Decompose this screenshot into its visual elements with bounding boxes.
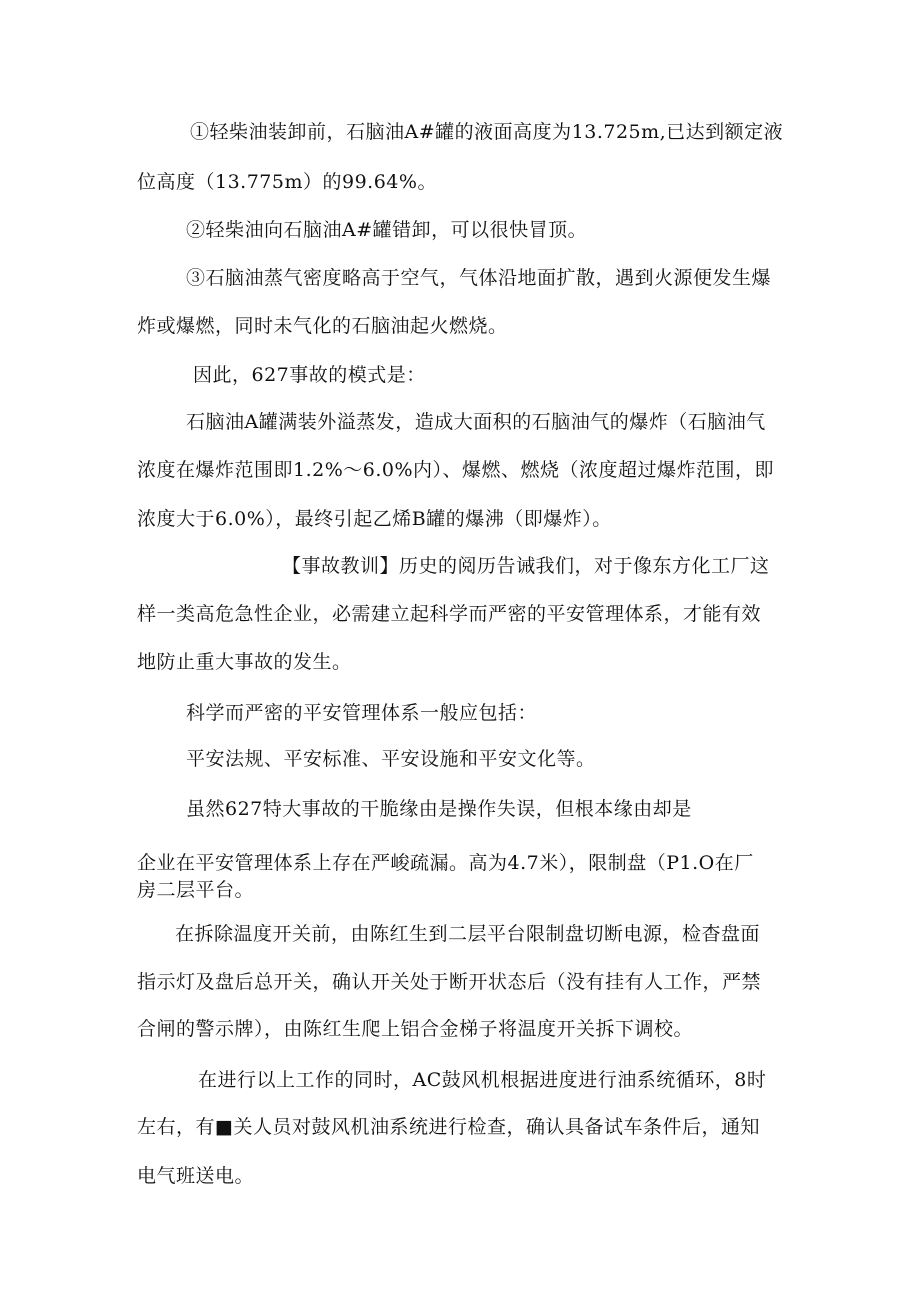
paragraph-line: 电气班送电。 [137,1165,255,1187]
paragraph-line: ①轻柴油装卸前，石脑油A#罐的液面高度为13.725m,已达到额定液 [190,121,784,143]
paragraph-line: 浓度大于6.0%），最终引起乙烯B罐的爆沸（即爆炸）。 [137,508,612,530]
paragraph-line: 在拆除温度开关前，由陈红生到二层平台限制盘切断电源，检杳盘面 [175,923,761,945]
paragraph-line: ②轻柴油向石脑油A#罐错卸，可以很快冒顶。 [186,219,588,241]
paragraph-line: 虽然627特大事故的干脆缘由是操作失误，但根本缘由却是 [186,798,692,820]
paragraph-line: 位高度（13.775m）的99.64%。 [137,171,437,193]
paragraph-line: 左右，有■关人员对鼓风机油系统进行检查，确认具备试车条件后，通知 [137,1116,760,1138]
paragraph-line: 石脑油A罐满装外溢蒸发，造成大面积的石脑油气的爆炸（石脑油气 [186,411,766,433]
paragraph-line: 样一类高危急性企业，必需建立起科学而严密的平安管理体系，才能有效 [137,603,762,625]
paragraph-line: 房二层平台。 [137,879,255,901]
paragraph-line: 因此，627事故的模式是： [193,364,426,386]
paragraph-line: 合闸的警示牌），由陈红生爬上铝合金梯子将温度开关拆下调校。 [137,1018,694,1040]
paragraph-line: ③石脑油蒸气密度略高于空气，气体沿地面扩散，遇到火源便发生爆 [186,267,772,289]
paragraph-line: 指示灯及盘后总开关，确认开关处于断开状态后（没有挂有人工作，严禁 [137,971,762,993]
paragraph-line: 企业在平安管理体系上存在严峻疏漏。高为4.7米），限制盘（P1.O在厂 [137,852,754,874]
paragraph-line: 在进行以上工作的同时，AC鼓风机根据进度进行油系统循环，8时 [198,1069,767,1091]
paragraph-line: 科学而严密的平安管理体系一般应包括： [186,702,538,724]
paragraph-line: 炸或爆燃，同时未气化的石脑油起火燃烧。 [137,315,508,337]
paragraph-line: 平安法规、平安标准、平安设施和平安文化等。 [186,748,596,770]
paragraph-line: 浓度在爆炸范围即1.2%～6.0%内）、爆燃、燃烧（浓度超过爆炸范围，即 [137,459,775,481]
paragraph-line: 地防止重大事故的发生。 [137,651,352,673]
paragraph-line: 【事故教训】历史的阅历告诫我们，对于像东方化工厂这 [282,555,770,577]
